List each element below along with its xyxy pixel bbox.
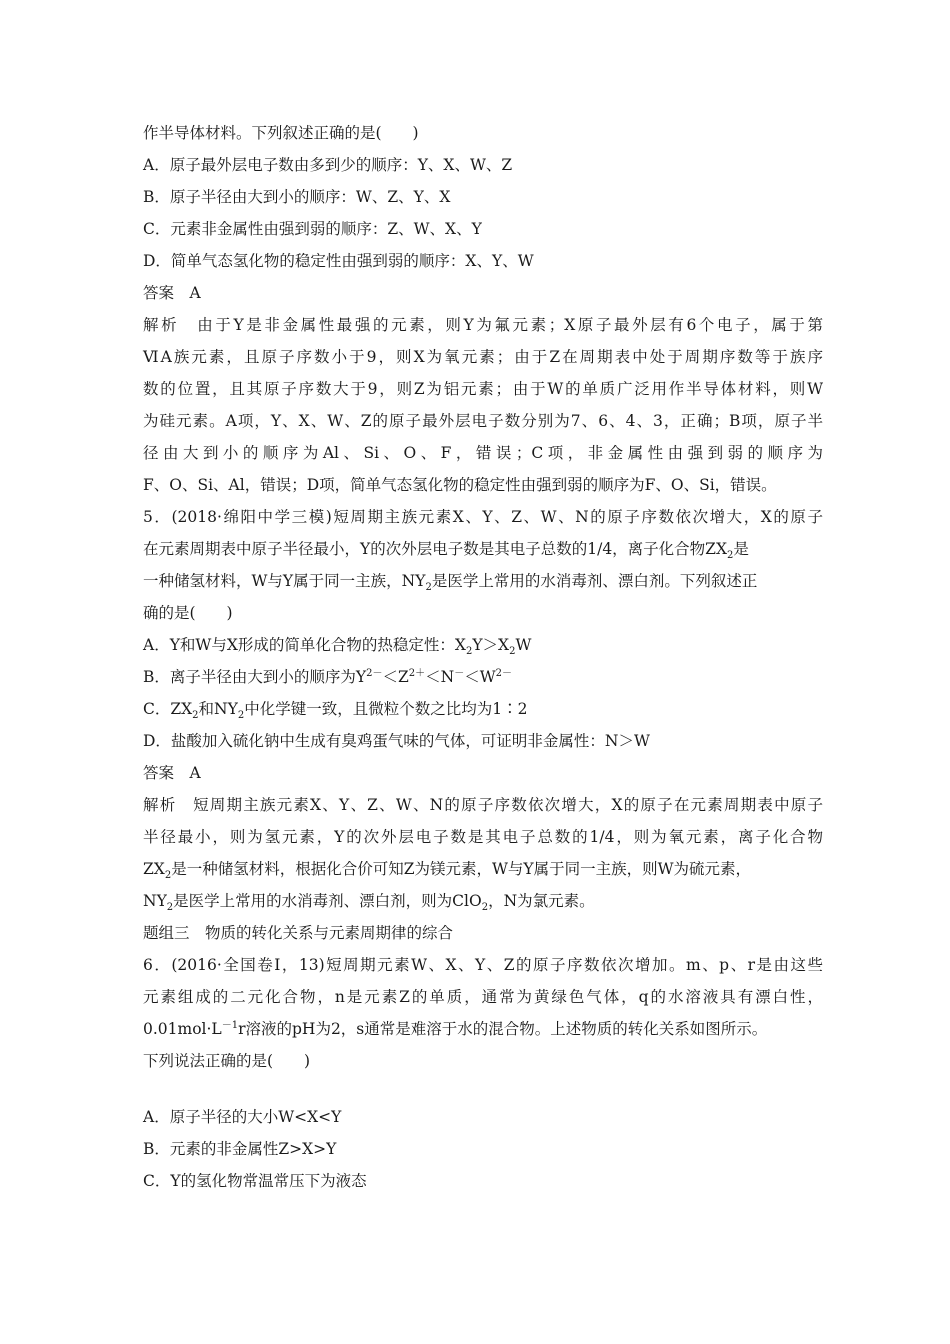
q5-option-b: B．离子半径由大到小的顺序为$Y^{2-}<Z^{2+}<N^-<W^{2-}$ bbox=[143, 667, 513, 686]
q4-option-d: D．简单气态氢化物的稳定性由强到弱的顺序：X、Y、W bbox=[143, 252, 534, 270]
q5-analysis-line: 解析 短周期主族元素X、Y、Z、W、N的原子序数依次增大，X的原子在元素周期表中原子 bbox=[143, 796, 823, 814]
q4-option-b: B．原子半径由大到小的顺序：W、Z、Y、X bbox=[143, 188, 451, 206]
q5-stem-line: 确的是( ) bbox=[143, 604, 233, 622]
q6-stem-line: $0.01mol\cdot L^{-1}r$溶液的pH为2，s通常是难溶于水的混合物。上述物质的转化关系如图所示。 bbox=[143, 1019, 768, 1038]
q6-stem-line: 下列说法正确的是( ) bbox=[143, 1052, 311, 1070]
q5-stem-line: 在元素周期表中原子半径最小，Y的次外层电子数是其电子总数的1/4，离子化合物$ZX_2$是 bbox=[143, 540, 749, 562]
q4-option-c: C．元素非金属性由强到弱的顺序：Z、W、X、Y bbox=[143, 220, 482, 238]
q5-option-c: C．$ZX_2$和$NY_2$中化学键一致，且微粒个数之比均为1∶2 bbox=[143, 700, 528, 722]
q5-option-a: A．Y和W与X形成的简单化合物的热稳定性：$X_2Y>X_2W$ bbox=[143, 636, 532, 658]
q4-stem-tail: 作半导体材料。下列叙述正确的是( ) bbox=[143, 124, 419, 142]
q4-answer: 答案 A bbox=[143, 284, 201, 302]
section-heading: 题组三 物质的转化关系与元素周期律的综合 bbox=[143, 924, 454, 942]
q4-analysis-line: 解析 由于Y是非金属性最强的元素，则Y为氟元素；X原子最外层有6个电子，属于第 bbox=[143, 316, 823, 334]
q6-option-c: C．Y的氢化物常温常压下为液态 bbox=[143, 1172, 367, 1190]
q5-stem-line: 5．(2018·绵阳中学三模)短周期主族元素X、Y、Z、W、N的原子序数依次增大，X的原子 bbox=[143, 508, 823, 526]
q5-option-d: D．盐酸加入硫化钠中生成有臭鸡蛋气味的气体，可证明非金属性：N＞W bbox=[143, 732, 650, 750]
q5-analysis-line: $NY_2$是医学上常用的水消毒剂、漂白剂，则为ClO$_2$，N为氯元素。 bbox=[143, 892, 595, 914]
q5-analysis-line: $ZX_2$是一种储氢材料，根据化合价可知Z为镁元素，W与Y属于同一主族，则W为硫元素， bbox=[143, 860, 752, 882]
q6-stem-line: 元素组成的二元化合物，n是元素Z的单质，通常为黄绿色气体，q的水溶液具有漂白性， bbox=[143, 988, 823, 1006]
q5-stem-line: 一种储氢材料，W与Y属于同一主族，$NY_2$是医学上常用的水消毒剂、漂白剂。下列叙述正 bbox=[143, 572, 758, 594]
q4-option-a: A．原子最外层电子数由多到少的顺序：Y、X、W、Z bbox=[143, 156, 513, 174]
q4-analysis-line: 为硅元素。A项，Y、X、W、Z的原子最外层电子数分别为7、6、4、3，正确；B项，原子半 bbox=[143, 412, 823, 430]
q6-option-a: A．原子半径的大小W<X<Y bbox=[143, 1108, 342, 1126]
q4-analysis-line: ⅥA族元素，且原子序数小于9，则X为氧元素；由于Z在周期表中处于周期序数等于族序 bbox=[143, 348, 823, 366]
q4-analysis-line: F、O、Si、Al，错误；D项，简单气态氢化物的稳定性由强到弱的顺序为F、O、Si，错误。 bbox=[143, 476, 777, 494]
q6-option-b: B．元素的非金属性Z>X>Y bbox=[143, 1140, 337, 1158]
q4-analysis-line: 径由大到小的顺序为Al、Si、O、F，错误；C项，非金属性由强到弱的顺序为 bbox=[143, 444, 823, 462]
q5-analysis-line: 半径最小，则为氢元素，Y的次外层电子数是其电子总数的1/4，则为氧元素，离子化合物 bbox=[143, 828, 823, 846]
q6-stem-line: 6．(2016·全国卷Ⅰ，13)短周期元素W、X、Y、Z的原子序数依次增加。m、p、r是由这些 bbox=[143, 956, 823, 974]
q5-answer: 答案 A bbox=[143, 764, 201, 782]
q4-analysis-line: 数的位置，且其原子序数大于9，则Z为铝元素；由于W的单质广泛用作半导体材料，则W bbox=[143, 380, 823, 398]
